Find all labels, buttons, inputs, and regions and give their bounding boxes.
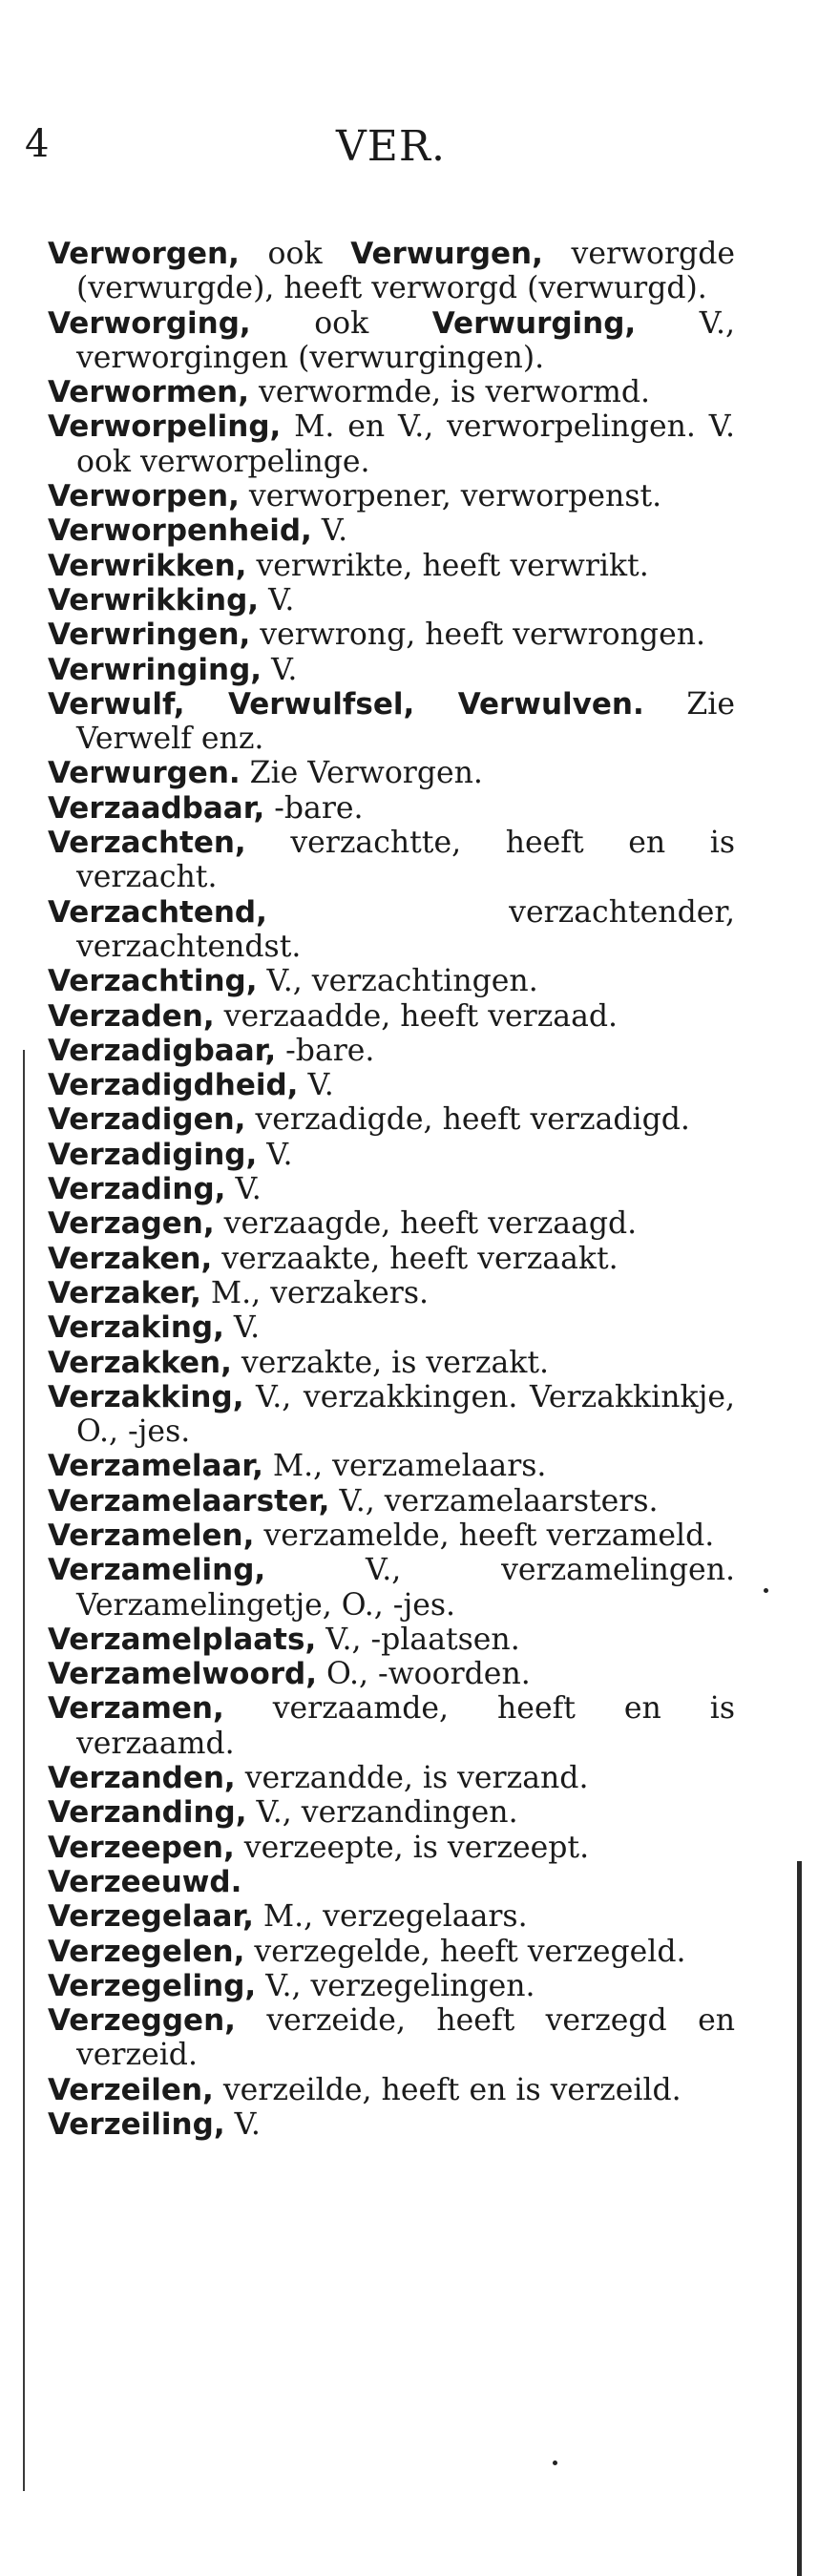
entry-definition: verwormde, is verwormd. [249,375,650,410]
entry-definition: V. [311,513,348,549]
dictionary-entry [48,1553,735,1623]
entry-headword: Verzegeling, [48,1968,257,2003]
entry-definition: verzegelde, heeft verzegeld. [244,1934,686,1969]
entry-headword: Verzading, [48,1172,226,1207]
entry-headword: Verwormen, [48,375,250,410]
entry-definition: V. [225,1172,262,1207]
entry-definition: verworgde (verwurgde), heeft verworgd (verwurgd). [76,237,736,306]
dictionary-entry [48,1657,735,1691]
dictionary-entry [48,791,735,826]
dictionary-entry [48,583,735,618]
dictionary-entry [48,237,735,306]
entry-definition: V. [259,582,295,618]
entry-definition: ook [239,237,351,271]
entry-definition: V., verworgingen (verwurgingen). [76,305,736,375]
dictionary-entry [48,513,735,548]
entry-headword: Verzaker, [48,1275,201,1310]
entry-headword: Verzanding, [48,1795,247,1831]
entry-headword: Verwurging, [431,305,637,341]
entry-definition: verworpener, verworpenst. [239,479,662,514]
dictionary-entry [48,306,735,376]
entry-headword: Verwulf, Verwulfsel, Verwulven. [48,686,644,722]
entry-definition: verzaadde, heeft verzaad. [214,998,619,1034]
page-number: 4 [25,122,50,166]
entry-headword: Verzachting, [48,964,258,999]
dictionary-entry [48,1380,735,1450]
dictionary-entry [48,1206,735,1241]
dictionary-entry [48,1865,735,1899]
dictionary-entry [48,409,735,479]
entry-headword: Verzamelplaats, [48,1622,317,1657]
entry-headword: Verzakken, [48,1345,232,1380]
dictionary-entry [48,756,735,790]
entry-definition: verzandde, is verzand. [235,1761,589,1796]
entry-headword: Verzeilen, [48,2072,214,2107]
entry-headword: Verworpen, [48,479,240,514]
entry-definition: verzeilde, heeft en is verzeild. [213,2072,682,2107]
entry-headword: Verzadiging, [48,1137,258,1172]
entry-definition: V. [298,1068,334,1103]
dictionary-entry [48,1623,735,1657]
dictionary-entry [48,1346,735,1380]
entry-headword: Verworpeling, [48,409,282,445]
dictionary-entry [48,1172,735,1206]
entry-headword: Verzegelaar, [48,1899,254,1935]
entry-headword: Verzamelaarster, [48,1483,330,1518]
entry-headword: Verzeepen, [48,1830,235,1865]
dictionary-entry [48,1449,735,1483]
dictionary-entry [48,1484,735,1518]
entry-headword: Verzakking, [48,1379,244,1414]
dictionary-entry [48,549,735,583]
entry-headword: Verzaking, [48,1310,224,1346]
entry-headword: Verzaadbaar, [48,790,265,826]
entry-headword: Verzameling, [48,1553,266,1588]
entry-headword: Verwurgen, [350,237,543,271]
dictionary-entry [48,1310,735,1345]
dictionary-entry [48,1795,735,1830]
entry-headword: Verzamelaar, [48,1449,263,1484]
entry-headword: Verzagen, [48,1206,215,1242]
margin-rule [23,1050,25,2491]
entry-headword: Verworgen, [48,237,240,271]
entry-definition: verzachtte, heeft en is verzacht. [76,826,735,895]
dictionary-entry [48,375,735,409]
entry-definition: verzaagde, heeft verzaagd. [214,1206,638,1242]
dictionary-entry [48,1276,735,1310]
entry-headword: Verzegelen, [48,1934,245,1969]
dictionary-entry [48,1691,735,1761]
entry-definition: V., verzachtingen. [257,964,538,999]
entry-definition: Zie Verworgen. [240,756,483,791]
dictionary-entry [48,999,735,1034]
dictionary-entry [48,964,735,998]
entry-definition: verzadigde, heeft verzadigd. [245,1102,690,1138]
entry-headword: Verzadigbaar, [48,1033,277,1068]
entry-definition: V., verzamelingen. Verzamelingetje, O., -jes. [76,1553,735,1623]
entry-definition: verzachtender, verzachtendst. [76,894,735,964]
entry-definition: V. [262,652,298,687]
entry-definition: verzaakte, heeft verzaakt. [212,1241,619,1276]
entry-definition: verzeepte, is verzeept. [234,1830,590,1865]
entry-definition: V., verzegelingen. [256,1968,535,2003]
dictionary-entry [48,1242,735,1276]
entry-definition: M., verzamelaars. [262,1449,547,1484]
entry-definition: M., verzakers. [200,1275,430,1310]
entry-headword: Verwringing, [48,652,262,687]
entry-definition: verzaamde, heeft en is verzaamd. [76,1691,735,1761]
dictionary-entry [48,826,735,895]
entry-definition: V., verzandingen. [246,1795,518,1831]
entry-headword: Verzadigdheid, [48,1068,299,1103]
entry-headword: Verzamelen, [48,1518,255,1553]
dictionary-entry [48,895,735,965]
entry-definition: verzeide, heeft verzegd en verzeid. [76,2003,735,2073]
dictionary-entry [48,1969,735,2003]
entry-definition: V., verzamelaarsters. [329,1483,659,1518]
entry-definition: verwrikte, heeft verwrikt. [246,548,649,583]
entry-headword: Verzeggen, [48,2003,236,2039]
dictionary-entry [48,479,735,513]
entry-definition: -bare. [276,1033,375,1068]
entry-headword: Verzeeuwd. [48,1864,242,1899]
running-head: VER. [336,122,447,171]
dictionary-entry [48,1935,735,1969]
dictionary-entry [48,653,735,687]
dictionary-entry [48,1899,735,1934]
entry-headword: Verwringen, [48,618,251,653]
dictionary-entry [48,2073,735,2107]
entry-headword: Verworging, [48,305,251,341]
dictionary-entry [48,2003,735,2073]
entry-definition: ook [250,305,432,341]
entry-headword: Verwrikken, [48,548,247,583]
dictionary-entry [48,2107,735,2142]
dictionary-entry [48,1518,735,1553]
dictionary-entry [48,1761,735,1795]
entry-headword: Verzaken, [48,1241,213,1276]
entry-definition: verzamelde, heeft verzameld. [254,1518,715,1553]
dictionary-entry [48,1068,735,1102]
print-speck [764,1588,768,1593]
entry-headword: Verzaden, [48,998,215,1034]
dictionary-entry [48,1831,735,1865]
entry-definition: O., -woorden. [317,1657,531,1692]
entry-definition: V., -plaatsen. [316,1622,520,1657]
dictionary-entry [48,687,735,757]
entry-headword: Verwrikking, [48,582,260,618]
print-speck [553,2461,557,2465]
dictionary-entry [48,1102,735,1137]
entry-definition: V. [224,2107,261,2143]
entry-headword: Verworpenheid, [48,513,312,549]
entry-headword: Verwurgen. [48,756,241,791]
entry-definition: V., verzakkingen. Verzakkinkje, O., -jes. [76,1379,735,1450]
entry-headword: Verzanden, [48,1761,236,1796]
dictionary-entry [48,1138,735,1172]
entry-headword: Verzeiling, [48,2107,225,2143]
entry-definition: Zie Verwelf enz. [76,686,735,757]
entry-headword: Verzamelwoord, [48,1657,318,1692]
entry-definition: M., verzegelaars. [253,1899,528,1935]
dictionary-entries [48,237,735,2142]
entry-definition: V. [257,1137,293,1172]
dictionary-entry [48,618,735,652]
entry-headword: Verzachten, [48,826,246,861]
entry-headword: Verzachtend, [48,894,267,930]
entry-definition: V. [223,1310,261,1346]
entry-headword: Verzadigen, [48,1102,246,1138]
entry-definition: -bare. [264,790,364,826]
entry-definition: verwrong, heeft verwrongen. [250,618,706,653]
page-edge [797,1861,802,2576]
entry-definition: M. en V., verworpelingen. V. ook verworpelinge. [76,409,735,479]
entry-headword: Verzamen, [48,1691,224,1727]
entry-definition: verzakte, is verzakt. [231,1345,550,1380]
dictionary-entry [48,1034,735,1068]
